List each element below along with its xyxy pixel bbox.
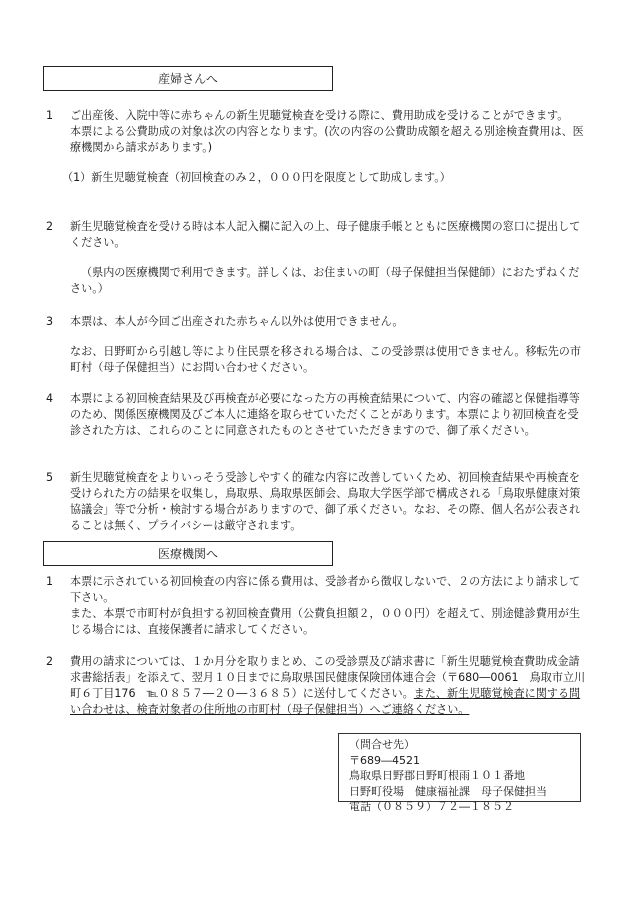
item-paragraph: 新生児聴覚検査をよりいっそう受診しやすく的確な内容に改善していくため、初回検査結果や再検査を受けられた方の結果を収集し，鳥取県、鳥取県医師会、鳥取大学医学部で構成される「鳥取県健康対策協議会」等で分析・検討する場合がありますので、御了承ください。なお、その際、個人名が公表されることは無く、プライバシーは厳守されます。 <box>70 471 581 532</box>
item-number: 3 <box>46 315 54 328</box>
item-number: 2 <box>46 655 54 668</box>
item-paragraph: なお、日野町から引越し等により住民票を移される場合は、この受診票は使用できません。移転先の市町村（母子保健担当）にお問い合わせください。 <box>70 345 581 374</box>
institution-item-2 <box>46 654 586 718</box>
inquiry-note: また、新生児聴覚検査に関する問い合わせは、検査対象者の住所地の市町村（母子保健担当）へご連絡ください。 <box>70 687 581 716</box>
item-number: 2 <box>46 220 54 233</box>
contact-postal-code: 〒689―4521 <box>349 753 420 767</box>
section-title-mothers: 産婦さんへ <box>43 66 333 91</box>
contact-phone: 電話（０８５９）７２―１８５２ <box>349 800 514 813</box>
item-paragraph <box>70 654 586 718</box>
notice-item-2 <box>46 219 586 297</box>
notice-item-1 <box>46 108 586 186</box>
item-paragraph: 新生児聴覚検査を受ける時は本人記入欄に記入の上、母子健康手帳とともに医療機関の窓口に提出してください。 <box>70 220 581 249</box>
item-paragraph: 本票による公費助成の対象は次の内容となります。(次の内容の公費助成額を超える別途検査費用は、医療機関から請求があります。) <box>70 125 584 154</box>
contact-address: 鳥取県日野郡日野町根雨１０１番地 <box>349 769 525 782</box>
item-number: 1 <box>46 109 54 122</box>
billing-instructions: 費用の請求については、１か月分を取りまとめ、この受診票及び請求書に「新生児聴覚検査費助成金請求書総括表」を添えて、翌月１０日までに鳥取県国民健康保険団体連合会（〒680―0061 鳥取市立川町６丁目176 ℡０８５７―２０―３６８５）に送付してください。 <box>70 655 586 700</box>
notice-item-4 <box>46 391 586 439</box>
item-paragraph: 本票は、本人が今回ご出産された赤ちゃん以外は使用できません。 <box>70 315 404 328</box>
notice-item-5 <box>46 470 586 534</box>
contact-heading: （問合せ先） <box>349 738 415 751</box>
item-number: 4 <box>46 392 54 405</box>
item-subpoint: （1）新生児聴覚検査（初回検査のみ２，０００円を限度として助成します。） <box>62 171 451 184</box>
contact-box <box>338 733 581 813</box>
section-title-medical-institutions: 医療機関へ <box>43 541 333 566</box>
item-paragraph: また、本票で市町村が負担する初回検査費用（公費負担額２，０００円）を超えて、別途健診費用が生じる場合には、直接保護者に請求してください。 <box>70 607 581 636</box>
item-paragraph: ご出産後、入院中等に赤ちゃんの新生児聴覚検査を受ける際に、費用助成を受けることができます。 <box>70 109 569 122</box>
item-paragraph: 本票に示されている初回検査の内容に係る費用は、受診者から徴収しないで、２の方法により請求して下さい。 <box>70 575 581 604</box>
notice-item-3 <box>46 314 586 376</box>
item-number: 1 <box>46 575 54 588</box>
item-paragraph: 本票による初回検査結果及び再検査が必要になった方の再検査結果について、内容の確認と保健指導等のため、関係医療機関及びご本人に連絡を取らせていただくことがあります。本票により初回検査を受診された方は、これらのことに同意されたものとさせていただきますので、御了承ください。 <box>70 392 580 437</box>
item-paragraph: （県内の医療機関で利用できます。詳しくは、お住まいの町（母子保健担当保健師）におたずねください。） <box>70 266 580 295</box>
institution-item-1 <box>46 574 586 638</box>
item-number: 5 <box>46 471 54 484</box>
contact-department: 日野町役場 健康福祉課 母子保健担当 <box>349 784 547 798</box>
